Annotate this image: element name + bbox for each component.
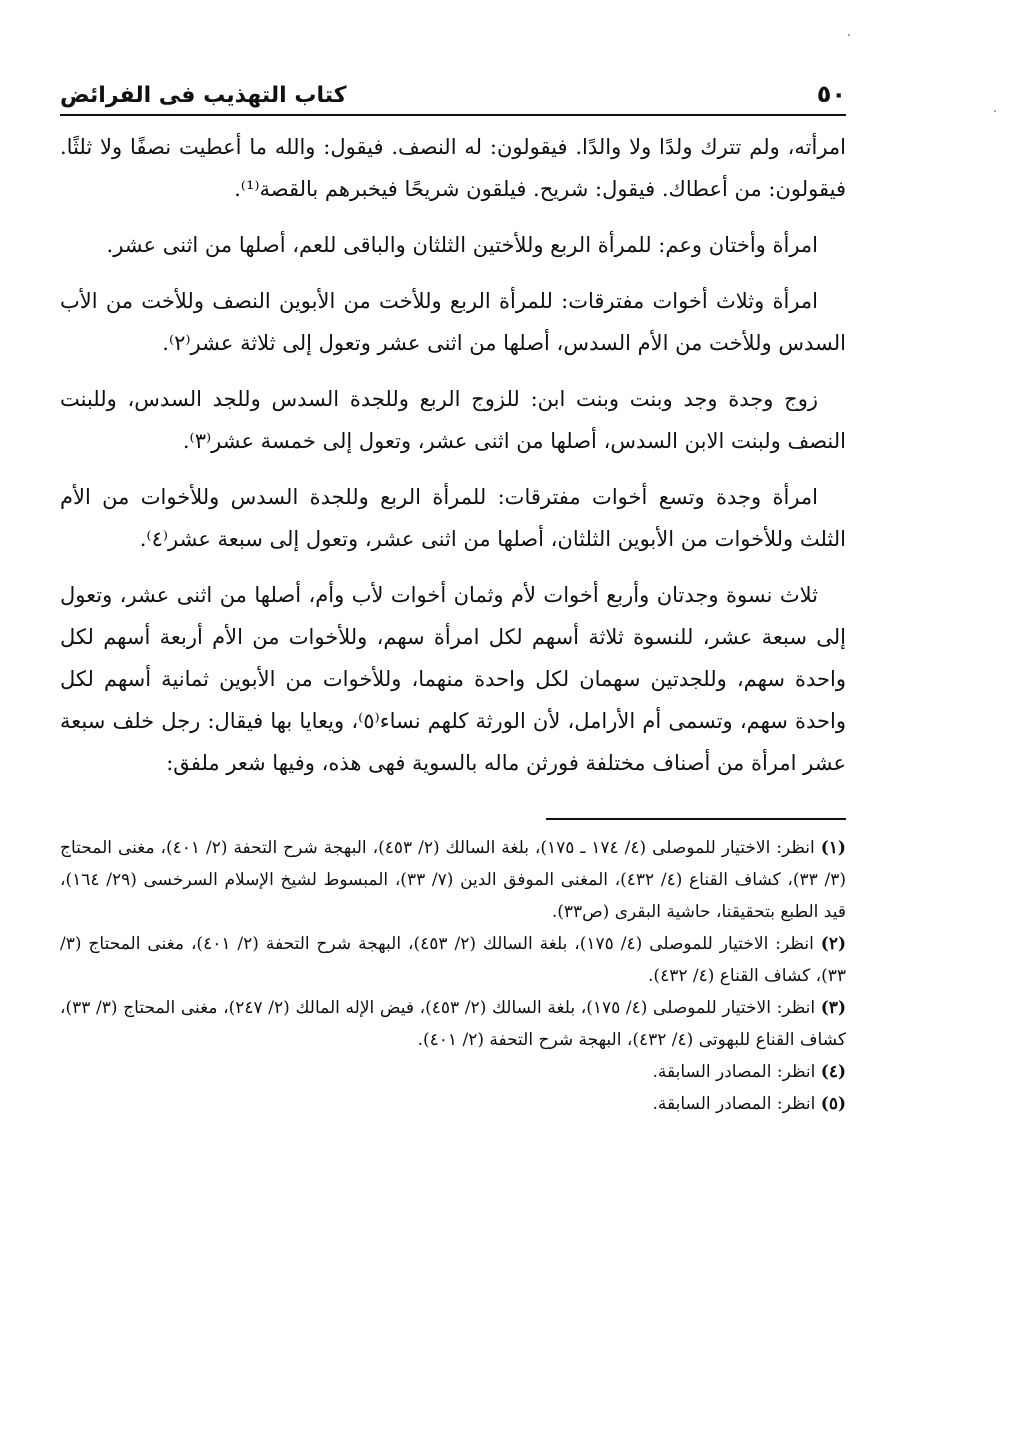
footnote bbox=[60, 928, 846, 992]
footnote-text: انظر: المصادر السابقة. bbox=[652, 1062, 816, 1082]
footnote-text: انظر: الاختيار للموصلى (٤/ ١٧٥)، بلغة السالك (٢/ ٤٥٣)، البهجة شرح التحفة (٢/ ٤٠١)، مغنى المحتاج (٣/ ٣٣)، كشاف القناع (٤/ ٤٣٢). bbox=[60, 934, 846, 986]
paragraph: ثلاث نسوة وجدتان وأربع أخوات لأم وثمان أخوات لأب وأم، أصلها من اثنى عشر، وتعول إلى سبعة عشر، للنسوة ثلاثة أسهم لكل امرأة سهم، وللأخوات من الأم أربعة أسهم لكل واحدة سهم، وللجدتين سهمان لكل واحدة منهما، وللأخوات من الأبوين ثمانية أسهم لكل واحدة سهم، وتسمى أم الأرامل، لأن الورثة كلهم نساء⁽٥⁾، ويعايا بها فيقال: رجل خلف سبعة عشر امرأة من أصناف مختلفة فورثن ماله بالسوية فهى هذه، وفيها شعر ملفق: bbox=[60, 583, 847, 775]
scan-speck bbox=[994, 110, 996, 112]
footnote bbox=[60, 1088, 846, 1120]
paragraph: امرأته، ولم تترك ولدًا ولا والدًا. فيقولون: له النصف. فيقول: والله ما أعطيت نصفًا ولا ثلثًا. فيقولون: من أعطاك. فيقول: شريح. فيلقون شريحًا فيخبرهم بالقصة⁽¹⁾. bbox=[60, 135, 846, 201]
page bbox=[60, 80, 846, 1120]
footnote-number: (١) bbox=[820, 838, 846, 858]
footnote-number: (٢) bbox=[820, 934, 847, 954]
footnote bbox=[60, 992, 846, 1056]
paragraph: امرأة وثلاث أخوات مفترقات: للمرأة الربع وللأخت من الأبوين النصف وللأخت من الأب السدس وللأخت من الأم السدس، أصلها من اثنى عشر وتعول إلى ثلاثة عشر⁽٢⁾. bbox=[60, 289, 846, 355]
footnote-text: انظر: المصادر السابقة. bbox=[652, 1094, 816, 1114]
footnote bbox=[60, 832, 846, 928]
running-header bbox=[60, 80, 846, 116]
scan-speck bbox=[848, 34, 850, 36]
footnote-separator bbox=[546, 818, 846, 820]
footnote-text: انظر: الاختيار للموصلى (٤/ ١٧٥)، بلغة السالك (٢/ ٤٥٣)، فيض الإله المالك (٢/ ٢٤٧)، مغنى المحتاج (٣/ ٣٣)، كشاف القناع للبهوتى (٤/ ٤٣٢)، البهجة شرح التحفة (٢/ ٤٠١). bbox=[60, 998, 846, 1050]
paragraph: امرأة وجدة وتسع أخوات مفترقات: للمرأة الربع وللجدة السدس وللأخوات من الأم الثلث وللأخوات من الأبوين الثلثان، أصلها من اثنى عشر، وتعول إلى سبعة عشر⁽٤⁾. bbox=[60, 485, 846, 551]
paragraph: زوج وجدة وجد وبنت وبنت ابن: للزوج الربع وللجدة السدس وللجد السدس، وللبنت النصف ولبنت الابن السدس، أصلها من اثنى عشر، وتعول إلى خمسة عشر⁽٣⁾. bbox=[60, 387, 846, 453]
book-title: كتاب التهذيب فى الفرائض bbox=[60, 83, 347, 108]
footnote-text: انظر: الاختيار للموصلى (٤/ ١٧٤ ـ ١٧٥)، بلغة السالك (٢/ ٤٥٣)، البهجة شرح التحفة (٢/ ٤٠١)، مغنى المحتاج (٣/ ٣٣)، كشاف القناع (٤/ ٤٣٢)، المغنى الموفق الدين (٧/ ٣٣)، المبسوط لشيخ الإسلام السرخسى (٢٩/ ١٦٤)، قيد الطبع بتحقيقنا، حاشية البقرى (ص٣٣). bbox=[60, 838, 846, 922]
page-number: ٥٠ bbox=[816, 80, 846, 108]
footnote bbox=[60, 1056, 846, 1088]
footnote-number: (٣) bbox=[820, 998, 846, 1018]
paragraph: امرأة وأختان وعم: للمرأة الربع وللأختين الثلثان والباقى للعم، أصلها من اثنى عشر. bbox=[106, 233, 818, 257]
footnotes bbox=[60, 832, 846, 1120]
footnote-number: (٥) bbox=[820, 1094, 846, 1114]
main-text bbox=[60, 126, 846, 784]
footnote-number: (٤) bbox=[820, 1062, 846, 1082]
